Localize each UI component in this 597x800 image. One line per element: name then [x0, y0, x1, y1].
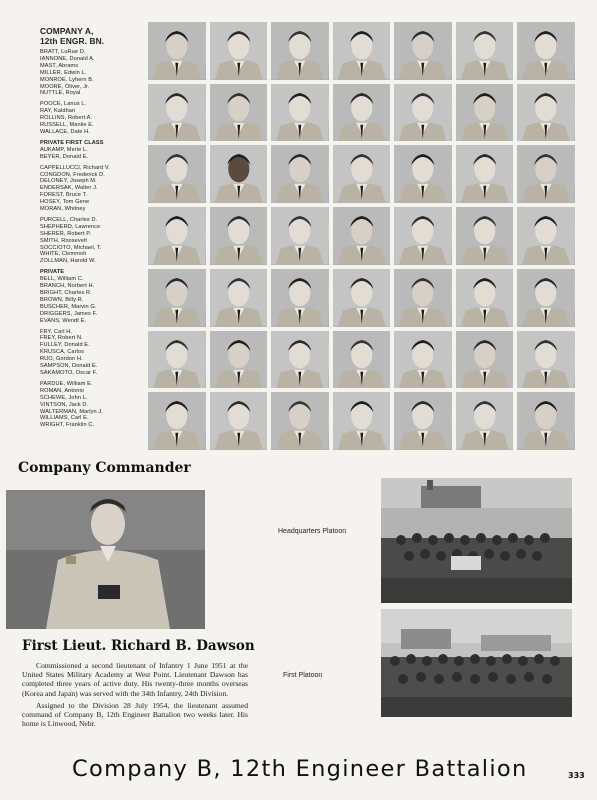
commander-photo [6, 490, 205, 629]
roster-name: DRIGGERS, James F. [40, 310, 98, 317]
soldier-portrait [394, 269, 452, 327]
hq-platoon-photo [381, 478, 572, 603]
roster-name: ROMAN, Antonio [40, 387, 84, 394]
soldier-portrait [456, 22, 514, 80]
soldier-portrait [148, 392, 206, 450]
roster-group [40, 269, 148, 324]
roster-name: POOCE, Lanus L. [40, 101, 87, 108]
roster-name: SHEPHERD, Lawrence [40, 223, 101, 230]
roster-name: WHITE, Clemmoh [40, 251, 87, 258]
commander-bio-paragraph-1: Commissioned a second lieutenant of Infantry 1 June 1951 at the United States Military Academy at West Point. Lieutenant Dawson has completed three years of active duty. His twenty-three months overseas (Korea and Japan) was served with the 34th Infantry, 24th Division. [22, 661, 248, 698]
soldier-portrait [210, 84, 268, 142]
soldier-portrait [210, 392, 268, 450]
roster-name: EVANS, Wendt E. [40, 317, 87, 324]
roster-group [40, 165, 148, 213]
roster-name: VINTSON, Jack D. [40, 401, 89, 408]
soldier-portrait [517, 331, 575, 389]
roster-name: WILLIAMS, Carl E. [40, 415, 89, 422]
name-roster [40, 26, 148, 433]
soldier-portrait [271, 392, 329, 450]
roster-group [40, 49, 148, 97]
roster-name: MILLER, Edwin L. [40, 69, 87, 76]
roster-name: ENDERSAK, Walter J. [40, 185, 98, 192]
soldier-portrait [333, 84, 391, 142]
roster-name: MORAN, Whitney [40, 206, 86, 213]
soldier-portrait [333, 269, 391, 327]
roster-name: MOORE, Oliver, Jr. [40, 83, 90, 90]
roster-heading-line-2: 12th ENGR. BN. [40, 36, 105, 46]
roster-name: FOREST, Bruce T. [40, 192, 88, 199]
roster-name: PARDUE, William E. [40, 380, 93, 387]
soldier-portrait [394, 331, 452, 389]
roster-name: BELL, William C. [40, 276, 84, 283]
roster-name: IANNONE, Donald A. [40, 55, 95, 62]
soldier-portrait [210, 22, 268, 80]
soldier-portrait [456, 145, 514, 203]
first-platoon-label: First Platoon [283, 672, 323, 679]
commander-bio [22, 661, 248, 728]
roster-name: AUKAMP, Merle L. [40, 146, 88, 153]
roster-name: SHERER, Robert P. [40, 230, 92, 237]
soldier-portrait [394, 207, 452, 265]
soldier-portrait [456, 84, 514, 142]
soldier-portrait [456, 269, 514, 327]
soldier-portrait [333, 145, 391, 203]
roster-name: DELONEY, Joseph M. [40, 178, 97, 185]
soldier-portrait [271, 22, 329, 80]
roster-name: FREY, Robert N. [40, 335, 83, 342]
soldier-portrait [210, 269, 268, 327]
roster-name: WRIGHT, Franklin C. [40, 422, 95, 429]
soldier-portrait [148, 145, 206, 203]
roster-name: MAST, Abrams [40, 62, 79, 69]
soldier-portrait [333, 207, 391, 265]
first-platoon-photo [381, 609, 572, 717]
company-commander-heading: Company Commander [18, 460, 191, 476]
soldier-portrait [333, 22, 391, 80]
roster-name: NUTTLE, Royal [40, 90, 81, 97]
soldier-portrait [456, 207, 514, 265]
roster-name: SCHEWE, John L. [40, 394, 88, 401]
roster-name: BUSCHER, Marvin G. [40, 303, 97, 310]
roster-name: ZOLLMAN, Harold W. [40, 258, 96, 265]
roster-name: HOSEY, Tom Gene [40, 199, 90, 206]
roster-heading [40, 26, 148, 46]
soldier-portrait [333, 331, 391, 389]
soldier-portrait [148, 269, 206, 327]
soldier-portrait [271, 207, 329, 265]
soldier-portrait [394, 145, 452, 203]
roster-name: RAY, Kaldhan [40, 108, 76, 115]
roster-group [40, 217, 148, 265]
roster-name: BROWN, Billy R. [40, 296, 84, 303]
roster-group [40, 140, 148, 161]
roster-name: BRIGHT, Charles R. [40, 290, 92, 296]
roster-name: KRUSCA, Carlos [40, 349, 84, 356]
roster-group [40, 101, 148, 136]
page-number: 333 [568, 771, 585, 780]
soldier-portrait [517, 207, 575, 265]
soldier-portrait [148, 207, 206, 265]
page-footer-title: Company B, 12th Engineer Battalion [72, 756, 528, 782]
soldier-portrait [394, 392, 452, 450]
roster-name: BRATT, LuRue D. [40, 49, 86, 55]
commander-name: First Lieut. Richard B. Dawson [22, 638, 255, 654]
soldier-portrait [271, 84, 329, 142]
roster-name: BEYER, Donald E. [40, 153, 89, 160]
portrait-grid [148, 22, 575, 450]
roster-group [40, 329, 148, 377]
soldier-portrait [394, 84, 452, 142]
roster-rank-heading: PRIVATE [40, 269, 65, 276]
roster-group [40, 381, 148, 429]
soldier-portrait [517, 22, 575, 80]
roster-name: PURCELL, Charles D. [40, 216, 98, 223]
soldier-portrait [148, 84, 206, 142]
soldier-portrait [271, 331, 329, 389]
commander-bio-paragraph-2: Assigned to the Division 28 July 1954, the lieutenant assumed command of Company B, 12th Engineer Battalion two weeks later. His home is Linwood, Nebr. [22, 700, 248, 729]
roster-rank-heading: PRIVATE FIRST CLASS [40, 139, 104, 146]
soldier-portrait [210, 145, 268, 203]
soldier-portrait [517, 392, 575, 450]
soldier-portrait [210, 207, 268, 265]
soldier-portrait [517, 84, 575, 142]
roster-groups [40, 49, 148, 429]
hq-platoon-label: Headquarters Platoon [278, 528, 347, 535]
soldier-portrait [148, 331, 206, 389]
soldier-portrait [517, 269, 575, 327]
roster-name: SAMPSON, Donald E. [40, 363, 98, 370]
soldier-portrait [271, 145, 329, 203]
roster-name: SMITH, Roosevelt [40, 237, 87, 244]
roster-name: CONGDON, Frederick D. [40, 171, 105, 178]
roster-name: FRY, Carl H. [40, 328, 73, 335]
roster-name: ROLLINS, Robert A. [40, 115, 93, 122]
roster-name: SAKAMOTO, Oscar F. [40, 369, 98, 376]
soldier-portrait [394, 22, 452, 80]
roster-name: RUSSELL, Manlie E. [40, 122, 94, 129]
soldier-portrait [517, 145, 575, 203]
roster-name: FULLEY, Donald E. [40, 342, 90, 349]
roster-name: CAPPELLUCCI, Richard V. [40, 164, 110, 171]
soldier-portrait [271, 269, 329, 327]
soldier-portrait [148, 22, 206, 80]
roster-name: RUO, Gordon H. [40, 356, 83, 363]
roster-heading-line-1: COMPANY A, [40, 26, 94, 36]
roster-name: MONROE, Lyhern B. [40, 76, 94, 83]
soldier-portrait [210, 331, 268, 389]
roster-name: WALLACE, Dale H. [40, 128, 90, 135]
soldier-portrait [456, 392, 514, 450]
soldier-portrait [456, 331, 514, 389]
roster-name: BRANCH, Norbert H. [40, 283, 95, 290]
roster-name: SOCCIOTO, Michael, T. [40, 244, 102, 251]
soldier-portrait [333, 392, 391, 450]
roster-name: WALTERMAN, Marlyn J. [40, 408, 103, 415]
